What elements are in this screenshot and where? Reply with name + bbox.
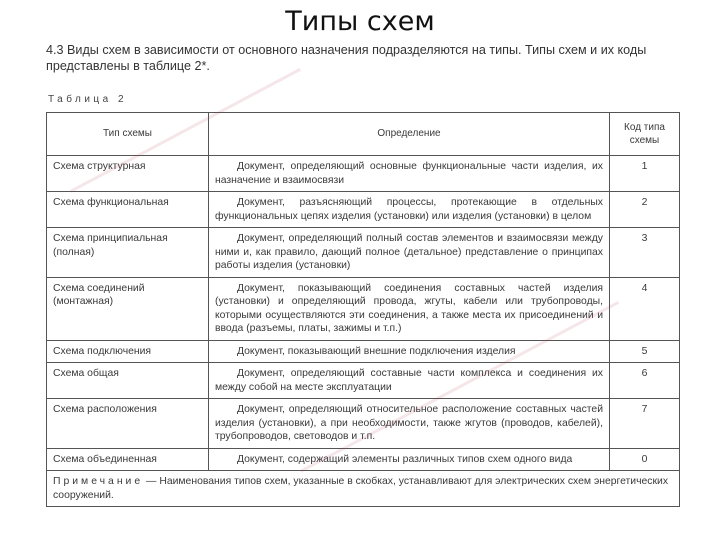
row-definition: Документ, определяющий составные части комплекса и соединения их между собой на месте эксплуатации — [209, 363, 610, 399]
row-code: 0 — [610, 448, 680, 471]
header-code: Код типа схемы — [610, 113, 680, 156]
slide-title: Типы схем — [285, 6, 435, 37]
row-type: Схема объединенная — [47, 448, 209, 471]
note-text: — Наименования типов схем, указанные в скобках, устанавливают для электрических схем энергетических сооружений. — [53, 476, 669, 501]
row-type: Схема расположения — [47, 399, 209, 449]
schemes-table — [46, 112, 680, 507]
table-note — [47, 471, 680, 507]
row-code: 7 — [610, 399, 680, 449]
row-code: 4 — [610, 277, 680, 340]
row-type: Схема структурная — [47, 156, 209, 192]
header-type: Тип схемы — [47, 113, 209, 156]
row-type: Схема соединений (монтажная) — [47, 277, 209, 340]
table-row — [47, 228, 680, 278]
table-row — [47, 448, 680, 471]
row-type: Схема принципиальная (полная) — [47, 228, 209, 278]
row-definition: Документ, показывающий соединения составных частей изделия (установки) и определяющий провода, жгуты, кабели или трубопроводы, которыми осуществляются эти соединения, а также места их присоединений и ввода (разъемы, платы, зажимы и т.п.) — [209, 277, 610, 340]
table-header-row — [47, 113, 680, 156]
row-definition: Документ, содержащий элементы различных типов схем одного вида — [209, 448, 610, 471]
table-row — [47, 340, 680, 363]
table-row — [47, 277, 680, 340]
row-code: 6 — [610, 363, 680, 399]
row-type: Схема функциональная — [47, 192, 209, 228]
intro-paragraph: 4.3 Виды схем в зависимости от основного назначения подразделяются на типы. Типы схем и их коды представлены в таблице 2*. — [46, 43, 647, 73]
note-label: Примечание — [53, 476, 144, 487]
table-caption: Таблица 2 — [48, 94, 128, 105]
row-definition: Документ, разъясняющий процессы, протекающие в отдельных функциональных цепях изделия (установки) или изделия (установки) в целом — [209, 192, 610, 228]
row-code: 1 — [610, 156, 680, 192]
table-row — [47, 399, 680, 449]
row-definition: Документ, определяющий основные функциональные части изделия, их назначение и взаимосвязи — [209, 156, 610, 192]
table-note-row — [47, 471, 680, 507]
table-row — [47, 156, 680, 192]
row-type: Схема подключения — [47, 340, 209, 363]
row-type: Схема общая — [47, 363, 209, 399]
header-definition: Определение — [209, 113, 610, 156]
row-code: 3 — [610, 228, 680, 278]
row-definition: Документ, определяющий относительное расположение составных частей изделия (установки), а при необходимости, также жгутов (проводов, кабелей), трубопроводов, световодов и т.п. — [209, 399, 610, 449]
table-row — [47, 363, 680, 399]
row-definition: Документ, показывающий внешние подключения изделия — [209, 340, 610, 363]
row-definition: Документ, определяющий полный состав элементов и взаимосвязи между ними и, как правило, дающий полное (детальное) представление о принципах работы изделия (установки) — [209, 228, 610, 278]
row-code: 2 — [610, 192, 680, 228]
row-code: 5 — [610, 340, 680, 363]
table-row — [47, 192, 680, 228]
